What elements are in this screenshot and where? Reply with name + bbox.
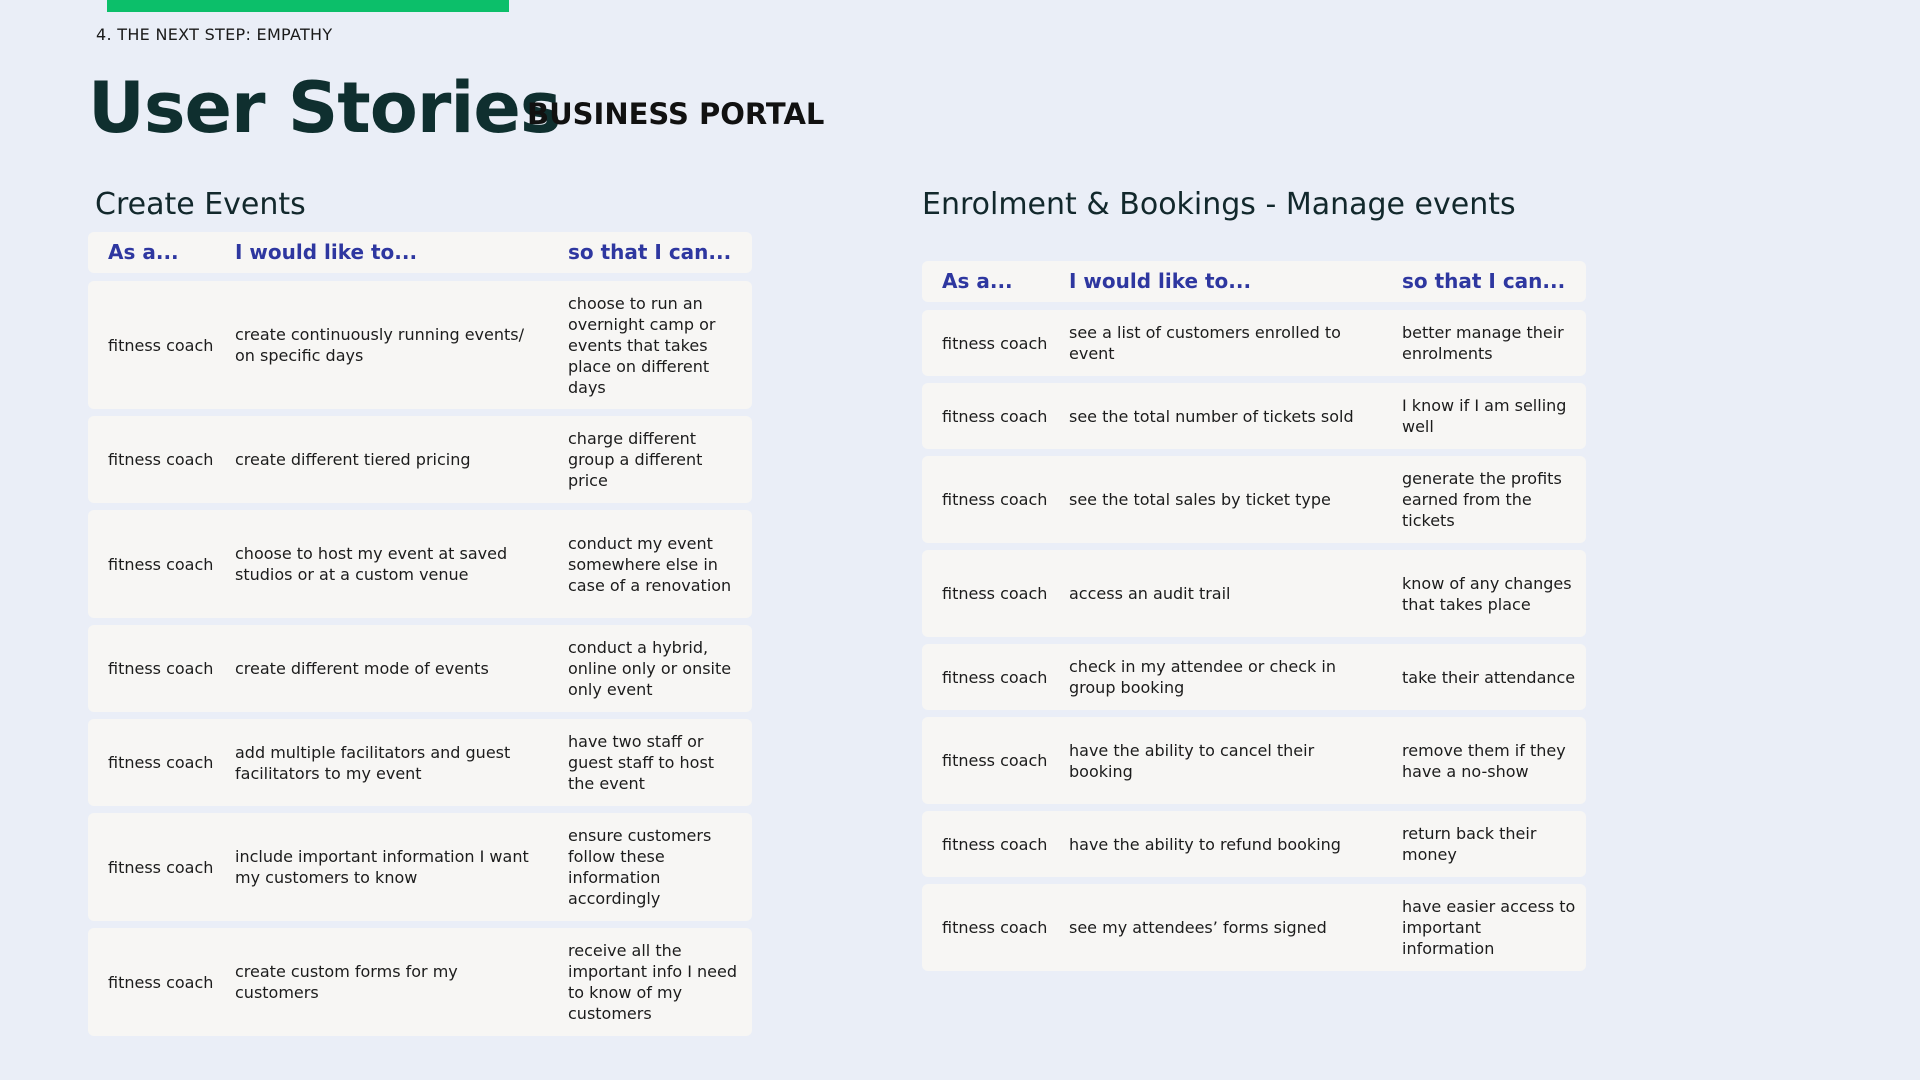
role-cell: fitness coach bbox=[108, 554, 214, 574]
benefit-cell: have easier access to important information bbox=[1402, 897, 1576, 958]
table-row bbox=[922, 310, 1586, 376]
want-cell: access an audit trail bbox=[1069, 584, 1231, 603]
table-row bbox=[88, 928, 752, 1036]
role-cell: fitness coach bbox=[942, 406, 1048, 426]
role-cell: fitness coach bbox=[108, 335, 214, 355]
want-cell: add multiple facilitators and guest facilitators to my event bbox=[235, 742, 511, 783]
table-row bbox=[922, 644, 1586, 710]
column-header: As a... bbox=[942, 269, 1013, 293]
table-row bbox=[88, 813, 752, 921]
table-row bbox=[88, 719, 752, 806]
column-header: As a... bbox=[108, 240, 179, 264]
want-cell: check in my attendee or check in group booking bbox=[1069, 657, 1336, 697]
benefit-cell: charge different group a different price bbox=[568, 429, 703, 490]
table-header bbox=[88, 232, 752, 273]
role-cell: fitness coach bbox=[108, 659, 214, 678]
table-row bbox=[88, 510, 752, 618]
accent-bar bbox=[107, 0, 509, 12]
role-cell: fitness coach bbox=[108, 753, 214, 772]
column-header: I would like to... bbox=[235, 240, 418, 264]
page-subtitle: BUSINESS PORTAL bbox=[527, 97, 825, 131]
table-row bbox=[88, 281, 752, 409]
want-cell: create custom forms for my customers bbox=[235, 962, 458, 1002]
benefit-cell: have two staff or guest staff to host the event bbox=[568, 732, 715, 793]
benefit-cell: return back their money bbox=[1402, 824, 1537, 864]
benefit-cell: choose to run an overnight camp or events that takes place on different days bbox=[568, 293, 716, 397]
benefit-cell: take their attendance bbox=[1402, 667, 1576, 687]
column-header: so that I can... bbox=[568, 240, 732, 264]
create-events-table bbox=[88, 232, 752, 1043]
table-row bbox=[88, 625, 752, 712]
column-header: so that I can... bbox=[1402, 269, 1566, 293]
role-cell: fitness coach bbox=[942, 918, 1048, 937]
table-row bbox=[88, 416, 752, 503]
want-cell: see the total sales by ticket type bbox=[1069, 490, 1331, 509]
want-cell: see the total number of tickets sold bbox=[1069, 406, 1354, 426]
benefit-cell: I know if I am selling well bbox=[1402, 396, 1567, 436]
benefit-cell: generate the profits earned from the tickets bbox=[1402, 469, 1562, 530]
role-cell: fitness coach bbox=[942, 667, 1048, 687]
benefit-cell: receive all the important info I need to know of my customers bbox=[568, 941, 738, 1023]
role-cell: fitness coach bbox=[942, 751, 1048, 770]
column-header: I would like to... bbox=[1069, 269, 1252, 293]
table-header bbox=[922, 261, 1586, 302]
table-row bbox=[922, 456, 1586, 543]
want-cell: create continuously running events/ on specific days bbox=[235, 325, 524, 365]
role-cell: fitness coach bbox=[108, 450, 214, 469]
benefit-cell: remove them if they have a no-show bbox=[1402, 740, 1566, 781]
want-cell: have the ability to cancel their booking bbox=[1069, 740, 1315, 781]
benefit-cell: better manage their enrolments bbox=[1402, 323, 1564, 363]
want-cell: choose to host my event at saved studios or at a custom venue bbox=[235, 544, 508, 584]
manage-events-table bbox=[922, 261, 1586, 978]
benefit-cell: know of any changes that takes place bbox=[1402, 573, 1572, 614]
want-cell: create different tiered pricing bbox=[235, 450, 471, 469]
benefit-cell: conduct a hybrid, online only or onsite only event bbox=[568, 638, 732, 699]
benefit-cell: conduct my event somewhere else in case of a renovation bbox=[568, 533, 732, 595]
want-cell: see a list of customers enrolled to event bbox=[1069, 323, 1341, 363]
table-row bbox=[922, 811, 1586, 877]
benefit-cell: ensure customers follow these information accordingly bbox=[568, 826, 712, 908]
role-cell: fitness coach bbox=[942, 333, 1048, 353]
role-cell: fitness coach bbox=[942, 490, 1048, 509]
table-row bbox=[922, 884, 1586, 971]
role-cell: fitness coach bbox=[108, 857, 214, 877]
table-row bbox=[922, 383, 1586, 449]
role-cell: fitness coach bbox=[108, 972, 214, 992]
role-cell: fitness coach bbox=[942, 584, 1048, 603]
want-cell: create different mode of events bbox=[235, 659, 489, 678]
want-cell: include important information I want my customers to know bbox=[235, 847, 529, 887]
table-row bbox=[922, 550, 1586, 637]
section-kicker: 4. THE NEXT STEP: EMPATHY bbox=[96, 25, 333, 44]
page-title: User Stories bbox=[88, 67, 561, 149]
table-row bbox=[922, 717, 1586, 804]
want-cell: see my attendees’ forms signed bbox=[1069, 918, 1327, 937]
role-cell: fitness coach bbox=[942, 834, 1048, 854]
create-events-title: Create Events bbox=[95, 187, 306, 222]
want-cell: have the ability to refund booking bbox=[1069, 834, 1341, 854]
manage-events-title: Enrolment & Bookings - Manage events bbox=[922, 187, 1516, 222]
